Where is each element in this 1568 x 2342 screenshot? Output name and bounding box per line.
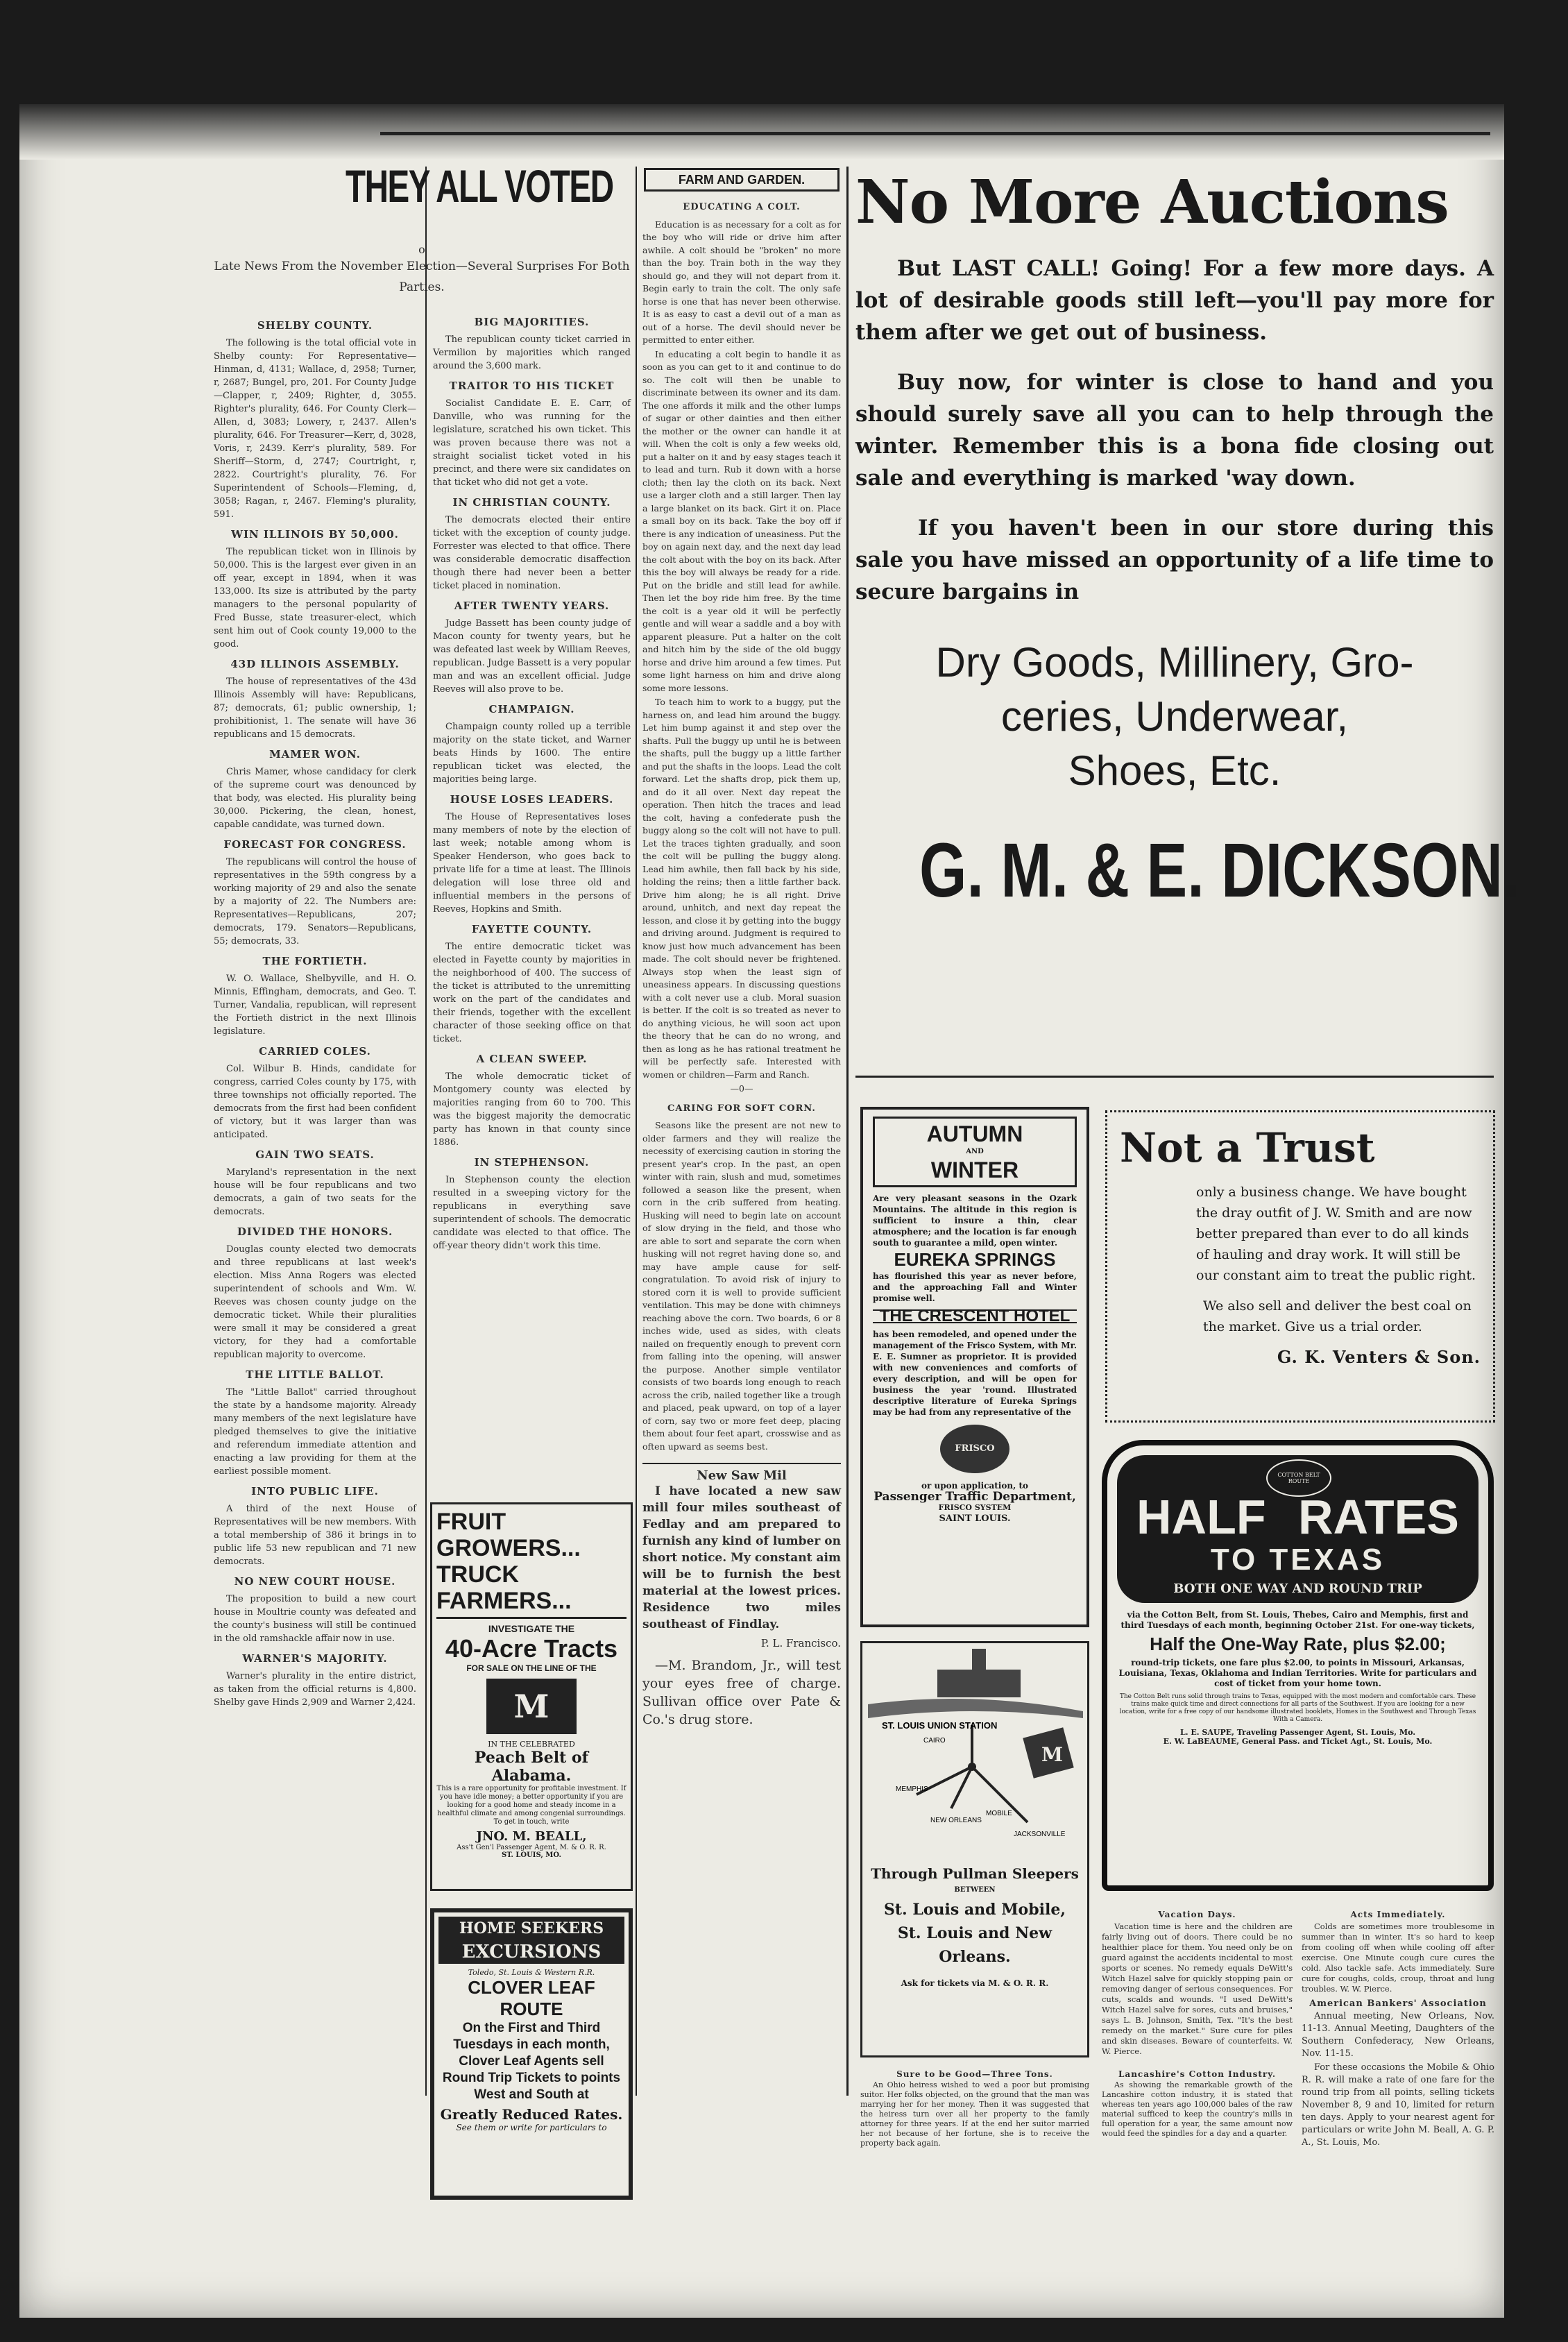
city-label: MOBILE xyxy=(986,1810,1012,1817)
city-label: NEW ORLEANS xyxy=(930,1817,982,1824)
paragraph: Seasons like the present are not new to older farmers and they will realize the necessity of exercising caution in storing the present year's crop. In the past, an open winter with rain, slush and mud, sometimes followed a season like the present, when corn in the crib suffered from heating. Husking will need to begin late on account of slow drying in the field, and those who are able to sort and separate the corn when husking will not regret having done so, and may have ample cause for self-congratulation. To avoid risk of injury to stored corn it is well to provide sufficient ventilation. This may be done with chimneys reaching above the corn. Two boards, 6 or 8 inches wide, used as sides, with cleats nailed on frequently enough to prevent corn from falling into the opening, will answer the purpose. Another simple ventilator consists of two boards long enough to reach across the crib, nailed together like a trough and placed, peak upward, on top of a layer of corn, say two or more feet deep, placing them about four feet apart, crosswise and as often upward as seems best. xyxy=(642,1120,841,1452)
rates-agent: E. W. LaBEAUME, General Pass. and Ticket Agt., St. Louis, Mo. xyxy=(1163,1737,1433,1746)
goods-line: Dry Goods, Millinery, Gro- xyxy=(935,639,1414,686)
section-body: The following is the total official vote in Shelby county: For Representative—Hinman, d, 4131; Wallace, d, 2958; Turner, r, 2687; Bungel, pro, 201. For County Judge—Clapper, r, 2409; Righter, d, 3055. Righter's plurality, 646. For County Clerk—Allen, d, 3083; Lowery, r, 2437. Allen's plurality, 646. For Treasurer—Kerr, d, 3028, Voris, r, 2439. Kerr's plurality, 589. For Sheriff—Storm, d, 2747; Courtright, r, 2822. Courtright's plurality, 76. For Superintendent of Schools—Fleming, d, 3058; Ragan, r, 2467. Fleming's plurality, 591. xyxy=(214,338,416,520)
article xyxy=(214,1652,416,1709)
section-body: W. O. Wallace, Shelbyville, and H. O. Minnis, Effingham, democrats, and Geo. T. Turner, Vandalia, republican, will represent the Fortieth district in the next Illinois legislature. xyxy=(214,974,416,1037)
section-body: The entire democratic ticket was elected in Fayette county by majorities in the neighborhood of 400. The success of the ticket is attributed to the unremitting work on the part of the candidates and their friends, together with the excellent character of those seeking office on that ticket. xyxy=(433,942,631,1044)
paragraph: Education is as necessary for a colt as for the boy who will ride or drive him after awhile. A colt should be "broken" no more than the boy. Train both in the way they should go, and they will not depart from it. Begin early to train the colt. The only safe horse is one that has never been otherwise. It is as easy to cast a devil out of a man as out of a horse. The devil should never be permitted to enter either. xyxy=(642,219,841,345)
mobile-between: BETWEEN xyxy=(954,1886,996,1894)
rates-title: RATES xyxy=(1297,1490,1459,1544)
section-body: The house of representatives of the 43d Illinois Assembly will have: Republicans, 87; democrats, 61; public ownership, 1; prohibitionist, 1. The senate will have 36 republicans and 15 democrats. xyxy=(214,677,416,740)
bottom-col-b xyxy=(1302,1908,1494,2186)
section-head: CARING FOR SOFT CORN. xyxy=(667,1103,816,1114)
article xyxy=(433,600,631,696)
fruit-growers-ad xyxy=(430,1502,633,1891)
article xyxy=(433,316,631,373)
mobile-ask: Ask for tickets via M. & O. R. R. xyxy=(901,1978,1049,1988)
paragraph: To teach him to work to a buggy, put the harness on, and lead him around the buggy. Let him bump against it and step over the shafts. Pull the buggy up until he is between the shafts, pull the buggy up a little farther and put the shafts in the loops. Lead the colt forward. Let the shafts drop, pick them up, and do it all over. Next day repeat the operation. Then hitch the traces and lead the colt, having a confederate push the buggy along so the colt will not have to pull. Let the traces tighten gradually, and soon the colt will be pulling the buggy along. Lead him awhile, then fall back by his side, holding the reins; then a little farther back. Drive him along; he is all right. Drive around, unhitch, and next day repeat the lesson, and close it by getting into the buggy and driving around. Judgment is required to know just how much advancement has been made. The colt should never be frightened. Always stop when the least sign of uneasiness appears. In discussing questions with a colt never use a club. Moral suasion is better. If the colt is so treated as never to do anything vicious, he will soon act upon the theory that he can do no wrong, and then as long as he has rational treatment he will be perfectly safe. Interested with women or children—Farm and Ranch. xyxy=(642,697,841,1080)
eureka-title: EUREKA SPRINGS xyxy=(894,1249,1056,1270)
ad-text: FOR SALE ON THE LINE OF THE xyxy=(466,1663,597,1673)
section-body: The "Little Ballot" carried throughout the state by a handsome majority. Already many members of the next legislature have pledged themselves to give the initiative and referendum immediate attention and enacting a law providing for them at the earliest possible moment. xyxy=(214,1387,416,1477)
half-rates-ad xyxy=(1102,1440,1494,1891)
section-body: The whole democratic ticket of Montgomery county was elected by majorities ranging from 60 to 700. This was the biggest majority the democratic party has known in that county since 1886. xyxy=(433,1071,631,1148)
ad-rail: Toledo, St. Louis & Western R.R. xyxy=(468,1968,595,1977)
rates-body: round-trip tickets, one fare plus $2.00, to points in Missouri, Arkansas, Louisiana, Texas, Oklahoma and Indian Territories. Write for particulars and cost of ticket from your home town. xyxy=(1118,1658,1477,1688)
section-head: SHELBY COUNTY. xyxy=(257,319,373,332)
station-label: ST. LOUIS UNION STATION xyxy=(882,1720,998,1731)
autumn-winter-ad xyxy=(860,1107,1089,1627)
article xyxy=(214,955,416,1038)
sawmill-body: I have located a new saw mill four miles southeast of Fedlay and am prepared to furnish any kind of lumber on short notice. My constant aim will be to furnish the best material at the lowest prices. Residence two miles southeast of Findlay. xyxy=(642,1484,841,1631)
article xyxy=(214,658,416,741)
ad-body: This is a rare opportunity for profitable investment. If you have idle money; a better opportunity if you are looking for a good home and steady income in a healthful climate and among congenial surroundings. To get in touch, write xyxy=(436,1785,627,1826)
section-head: EDUCATING A COLT. xyxy=(683,202,801,212)
autumn-and: AND xyxy=(966,1148,984,1155)
section-body: Chris Mamer, whose candidacy for clerk of the supreme court was denounced by that body, was elected. His plurality being 30,000. Pickering, the clean, honest, capable candidate, was turned down. xyxy=(214,767,416,830)
trust-title: Not a Trust xyxy=(1120,1124,1375,1171)
home-seekers-ad xyxy=(430,1908,633,2200)
hotel-title: THE CRESCENT HOTEL xyxy=(873,1309,1077,1323)
auction-title: No More Auctions xyxy=(855,167,1449,237)
mobile-through: Through Pullman Sleepers xyxy=(871,1865,1079,1882)
autumn-sys: FRISCO SYSTEM xyxy=(938,1503,1012,1512)
column-rule xyxy=(636,167,637,2096)
section-body: A third of the next House of Representatives will be new members. With a total membership of 386 it brings in to public life 53 new republican and 71 new democrats. xyxy=(214,1504,416,1567)
section-head: AFTER TWENTY YEARS. xyxy=(454,600,610,612)
goods-line: Shoes, Etc. xyxy=(1068,747,1281,794)
section-head: IN CHRISTIAN COUNTY. xyxy=(452,496,611,509)
article xyxy=(214,1045,416,1142)
bottom-col-d xyxy=(1102,2068,1293,2193)
section-rule xyxy=(855,1076,1494,1078)
section-head: WIN ILLINOIS BY 50,000. xyxy=(231,528,399,541)
article xyxy=(214,1575,416,1645)
ad-addr: Ass't Gen'l Passenger Agent, M. & O. R. R. xyxy=(457,1844,606,1851)
paragraph: Colds are sometimes more troublesome in summer than in winter. It's so hard to keep from cooling off when while cooling off after exercise. One Minute cough cure cures the cold. Also tackle safe. Acts immediately. Sure cure for coughs, colds, croup, throat and lung troubles. W. W. Pierce. xyxy=(1302,1921,1494,1994)
ad-rates: Greatly Reduced Rates. xyxy=(440,2106,623,2123)
auction-p2: Buy now, for winter is close to hand and you should surely save all you can to help through the winter. Remember this is a bona fide closing out sale and everything is marked 'way down. xyxy=(855,370,1494,491)
article xyxy=(214,1485,416,1568)
section-body: The proposition to build a new court house in Moultrie county was defeated and the county's business will still be continued in the old ramshackle affair now in use. xyxy=(214,1594,416,1644)
frisco-logo: FRISCO xyxy=(940,1425,1009,1473)
rates-banner xyxy=(1117,1455,1478,1603)
paragraph: An Ohio heiress wished to wed a poor but promising suitor. Her folks objected, on the ground that the man was marrying her for her money. Then it was suggested that the heiress turn over all her property to the family attorney for three years. If at the end her suitor married her not because of her fortune, she is to receive the property back again. xyxy=(860,2080,1089,2148)
ad-foot: See them or write for particulars to xyxy=(456,2123,607,2132)
section-body: In Stephenson county the election resulted in a sweeping victory for the republicans in everything save superintendent of schools. The democratic candidate was elected to that office. The off-year theory didn't work this time. xyxy=(433,1175,631,1251)
rates-big: Half the One-Way Rate, plus $2.00; xyxy=(1150,1634,1446,1654)
ad-city: ST. LOUIS, MO. xyxy=(502,1851,561,1859)
article xyxy=(433,1053,631,1149)
section-body: The republican county ticket carried in Vermilion by majorities which ranged around the 3,600 mark. xyxy=(433,334,631,371)
brandom-notice: —M. Brandom, Jr., will test your eyes free of charge. Sullivan office over Pate & Co.'s drug store. xyxy=(642,1658,841,1727)
article xyxy=(214,1368,416,1478)
section-head: IN STEPHENSON. xyxy=(474,1156,590,1169)
auction-ad xyxy=(855,167,1520,1076)
headline: THEY ALL VOTED xyxy=(346,160,613,212)
logo-text: M xyxy=(1041,1743,1063,1766)
mobile-route: St. Louis and New Orleans. xyxy=(897,1924,1053,1966)
section-head: NO NEW COURT HOUSE. xyxy=(234,1575,396,1588)
section-head: FORECAST FOR CONGRESS. xyxy=(223,838,407,851)
ad-tracts: 40-Acre Tracts xyxy=(445,1634,618,1663)
section-head: A CLEAN SWEEP. xyxy=(476,1053,588,1065)
deck: Late News From the November Election—Several Surprises For Both Parties. xyxy=(214,260,630,294)
section-body: Col. Wilbur B. Hinds, candidate for congress, carried Coles county by 175, with three townships not officially reported. The democrats from the first had been confident of victory, but it was larger than was anticipated. xyxy=(214,1064,416,1140)
paragraph: Vacation time is here and the children are fairly living out of doors. There could be no healthier place for them. You need only be on guard against the accidents incidental to most sports or scenes. No remedy equals DeWitt's Witch Hazel salve for quickly stopping pain or removing danger of serious consequences. For cuts, scalds and wounds. "I used DeWitt's Witch Hazel salve for sores, cuts and bruises," says L. B. Johnson, Smith, Tex. "It's the best remedy on the market." Sure cure for piles and skin diseases. Beware of counterfeits. W. W. Pierce. xyxy=(1102,1921,1293,2056)
article xyxy=(433,923,631,1046)
sawmill-head: New Saw Mil xyxy=(642,1463,841,1483)
article xyxy=(433,793,631,916)
auction-p3: If you haven't been in our store during this sale you have missed an opportunity of a life time to secure bargains in xyxy=(855,516,1494,604)
section-head: DIVIDED THE HONORS. xyxy=(237,1225,393,1238)
mobile-route: St. Louis and Mobile, xyxy=(884,1901,1066,1919)
top-rule xyxy=(380,132,1490,135)
ad-body: On the First and Third Tuesdays in each month, Clover Leaf Agents sell Round Trip Tickets to points West and South at xyxy=(442,2021,621,2102)
paragraph: For these occasions the Mobile & Ohio R. R. will make a rate of one fare for the round trip from all points, selling tickets November 8, 9 and 10, limited for return ten days. Apply to your nearest agent for particulars or write John M. Beall, A. G. P. A., St. Louis, Mo. xyxy=(1302,2062,1494,2148)
section-body: Socialist Candidate E. E. Carr, of Danville, who was running for the legislature, scratched his own ticket. This was proven because there was not a straight socialist ticket voted in his precinct, and there were six candidates on that ticket who did not get a vote. xyxy=(433,398,631,488)
railroad-logo: M xyxy=(486,1679,577,1734)
paragraph: As showing the remarkable growth of the Lancashire cotton industry, it is stated that whereas ten years ago 100,000 bales of the raw material sufficed to keep the country's mills in full operation for a year, the same amount now would feed the spindles for a day and a quarter. xyxy=(1102,2080,1293,2138)
middle-column xyxy=(433,309,631,1523)
city-label: MEMPHIS xyxy=(896,1785,928,1793)
trust-body: only a business change. We have bought the dray outfit of J. W. Smith and are now better prepared than ever to do all kinds of hauling and dray work. It will still be our constant aim to treat the public right. xyxy=(1196,1185,1476,1283)
trust-sig: G. K. Venters & Son. xyxy=(1277,1347,1481,1367)
paragraph: In educating a colt begin to handle it as soon as you can get to it and continue to do so. The colt will then be unable to discriminate between its owner and its dam. The one affords it milk and the other lumps of sugar or other dainties and then either the mother or the owner can handle it at will. When the colt is only a few weeks old, put a halter on it and by easy stages teach it to lead and turn. Rub it down with a horse cloth; then lay the cloth on its back. Next use a larger cloth and a still larger. Then lay a large blanket on its back. Girt it on. Place a small boy on its back. Take the boy off if there is any indication of uneasiness. Put the boy on again next day, and the next day lead the colt about with the boy on its back. After this the boy will always be ready for a ride. Put on the bridle and still lead for awhile. Then let the boy ride him free. By the time the colt is a year old it will be perfectly gentle and will wear a saddle and a boy with apparent pleasure. Put a halter on the colt and hitch him by the side of the old buggy horse and drive him around a few times. Put some light harness on him and drive along some more lessons. xyxy=(642,348,841,693)
section-body: Maryland's representation in the next house will be four republicans and two democrats, a gain of two seats for the democrats. xyxy=(214,1167,416,1217)
section-head: THE FORTIETH. xyxy=(262,955,368,967)
section-body: The House of Representatives loses many members of note by the election of last week; notable among whom is Speaker Henderson, who goes back to private life for a time at least. The Illinois delegation will lose three old and influential members in the persons of Reeves, Hopkins and Smith. xyxy=(433,812,631,915)
article xyxy=(214,748,416,831)
ad-title: FRUIT GROWERS... xyxy=(436,1509,581,1561)
section-head: HOUSE LOSES LEADERS. xyxy=(450,793,614,806)
rates-subtitle: BOTH ONE WAY AND ROUND TRIP xyxy=(1173,1581,1422,1596)
farm-column xyxy=(642,201,841,2116)
autumn-text: has flourished this year as never before, and the approaching Fall and Winter promise well. xyxy=(873,1271,1077,1303)
section-head: Vacation Days. xyxy=(1158,1910,1236,1919)
article xyxy=(214,1225,416,1361)
farm-banner: FARM AND GARDEN. xyxy=(644,168,840,192)
goods-line: ceries, Underwear, xyxy=(1000,693,1349,740)
newspaper-page xyxy=(19,104,1520,2318)
rates-agent: L. E. SAUPE, Traveling Passenger Agent, St. Louis, Mo. xyxy=(1179,1728,1416,1737)
section-head: 43D ILLINOIS ASSEMBLY. xyxy=(230,658,400,670)
section-head: Acts Immediately. xyxy=(1350,1910,1446,1919)
section-body: Douglas county elected two democrats and three republicans at last week's election. Miss Anna Rogers was elected superintendent of schools and Wm. W. Reeves was chosen county judge on the democratic ticket. While their pluralities were small it may be considered a great victory, for they had a comfortable republican majority to overcome. xyxy=(214,1244,416,1360)
section-head: GAIN TWO SEATS. xyxy=(255,1148,375,1161)
map-node xyxy=(968,1763,976,1771)
autumn-dept: Passenger Traffic Department, xyxy=(874,1490,1076,1504)
article xyxy=(214,528,416,651)
ornament: —0— xyxy=(730,1083,753,1094)
rates-body: The Cotton Belt runs solid through trains to Texas, equipped with the most modern and comfortable cars. These trains make quick time and direct connections for all parts of the Southwest. If you are looking for a new location, write for a free copy of our handsome illustrated booklets, Homes in the Southwest and Through Texas With a Camera. xyxy=(1119,1693,1476,1723)
ad-title: TRUCK FARMERS... xyxy=(436,1561,627,1619)
bottom-col-c xyxy=(860,2068,1089,2207)
section-body: Judge Bassett has been county judge of Macon county for twenty years, but he was defeated last week by William Reeves, republican. Judge Bassett is a very popular man and was an excellent official. Judge Reeves will also prove to be. xyxy=(433,618,631,695)
section-head: WARNER'S MAJORITY. xyxy=(242,1652,388,1665)
ornament: o xyxy=(418,243,425,256)
autumn-title: AUTUMN xyxy=(926,1121,1023,1146)
section-head: Lancashire's Cotton Industry. xyxy=(1118,2069,1277,2079)
article xyxy=(433,1156,631,1253)
autumn-text: has been remodeled, and opened under the management of the Frisco System, with Mr. E. E. Sumner as proprietor. It is provided with new conveniences and comforts of every description, and will be open for business the year 'round. Illustrated descriptive literature of Eureka Springs may be had from any representative of the xyxy=(873,1330,1077,1417)
autumn-title: WINTER xyxy=(930,1157,1019,1182)
autumn-header xyxy=(873,1117,1077,1187)
section-head: BIG MAJORITIES. xyxy=(474,316,590,328)
rates-body: via the Cotton Belt, from St. Louis, Thebes, Cairo and Memphis, first and third Tuesdays of each month, beginning October 21st. For one-way tickets, xyxy=(1120,1610,1475,1630)
paragraph: Annual meeting, New Orleans, Nov. 11-13. Annual Meeting, Daughters of the Southern Confederacy, New Orleans, Nov. 11-15. xyxy=(1302,2011,1494,2059)
ad-title: HOME SEEKERS xyxy=(438,1917,624,1940)
section-head: MAMER WON. xyxy=(269,748,361,761)
trust-body: We also sell and deliver the best coal on the market. Give us a trial order. xyxy=(1203,1298,1472,1334)
station-tower xyxy=(972,1649,986,1677)
ad-text: INVESTIGATE THE xyxy=(488,1623,575,1634)
rates-subtitle: TO TEXAS xyxy=(1210,1543,1386,1577)
map-band xyxy=(868,1699,1083,1718)
autumn-text: Are very pleasant seasons in the Ozark Mountains. The altitude in this region is sufficient to insure a thin, clear atmosphere; and the location is far enough south to guarantee a mild, open winter. xyxy=(873,1194,1077,1248)
section-body: The democrats elected their entire ticket with the exception of county judge. Forrester was elected to that office. There was considerable democratic disaffection though there had never been a better ticket placed in nomination. xyxy=(433,515,631,591)
firm-name: G. M. & E. DICKSON. xyxy=(919,828,1520,913)
section-head: American Bankers' Association xyxy=(1309,1999,1487,2009)
article xyxy=(214,1148,416,1219)
section-head: INTO PUBLIC LIFE. xyxy=(251,1485,379,1497)
not-a-trust-ad xyxy=(1105,1110,1495,1423)
section-body: Warner's plurality in the entire district, as taken from the official returns is 4,800. Shelby gave Hinds 2,909 and Warner 2,424. xyxy=(214,1671,416,1708)
ad-name: JNO. M. BEALL, xyxy=(476,1829,587,1844)
section-head: TRAITOR TO HIS TICKET xyxy=(449,380,615,392)
section-head: CARRIED COLES. xyxy=(259,1045,371,1058)
city-label: CAIRO xyxy=(923,1737,946,1745)
mobile-ohio-ad xyxy=(860,1641,1089,2057)
section-body: The republican ticket won in Illinois by 50,000. This is the largest ever given in an off year, except in 1894, when it was 133,000. Its size is attributed by the party managers to the personal popularity of Fred Busse, state treasurer-elect, which sent him out of Cook county 19,000 to the good. xyxy=(214,547,416,650)
ad-title: EXCURSIONS xyxy=(438,1940,624,1964)
section-head: FAYETTE COUNTY. xyxy=(471,923,593,935)
auction-p1: But LAST CALL! Going! For a few more days. A lot of desirable goods still left—you'll pay more for them after we get out of business. xyxy=(855,256,1494,345)
column-rule xyxy=(846,167,849,2096)
article xyxy=(433,496,631,593)
section-head: CHAMPAIGN. xyxy=(488,703,575,715)
article xyxy=(433,703,631,786)
section-head: THE LITTLE BALLOT. xyxy=(246,1368,384,1381)
route-map xyxy=(868,1649,1083,1857)
autumn-text: or upon application, to xyxy=(921,1481,1028,1491)
autumn-city: SAINT LOUIS. xyxy=(939,1513,1011,1524)
ad-text: IN THE CELEBRATED xyxy=(488,1740,575,1749)
article xyxy=(433,380,631,489)
sawmill-sig: P. L. Francisco. xyxy=(760,1636,841,1649)
city-label: JACKSONVILLE xyxy=(1014,1831,1066,1838)
ad-route: CLOVER LEAF ROUTE xyxy=(468,1977,595,2019)
section-head: Sure to be Good—Three Tons. xyxy=(896,2069,1053,2079)
article xyxy=(214,319,416,521)
section-body: Champaign county rolled up a terrible majority on the state ticket, and Warner beats Hinds by 1600. The entire republican ticket was elected, the majorities being large. xyxy=(433,722,631,785)
rates-title: HALF xyxy=(1136,1490,1266,1544)
section-body: The republicans will control the house of representatives in the 59th congress by a working majority of 29 and also the senate by a majority of 22. The Numbers are: Representatives—Republicans, 207; democrats, 179. Senators—Republicans, 55; democrats, 33. xyxy=(214,857,416,947)
article xyxy=(214,838,416,948)
ad-belt: Peach Belt of Alabama. xyxy=(474,1749,589,1785)
cotton-belt-badge: COTTON BELT ROUTE xyxy=(1266,1459,1331,1497)
left-subcolumn xyxy=(214,312,416,1711)
